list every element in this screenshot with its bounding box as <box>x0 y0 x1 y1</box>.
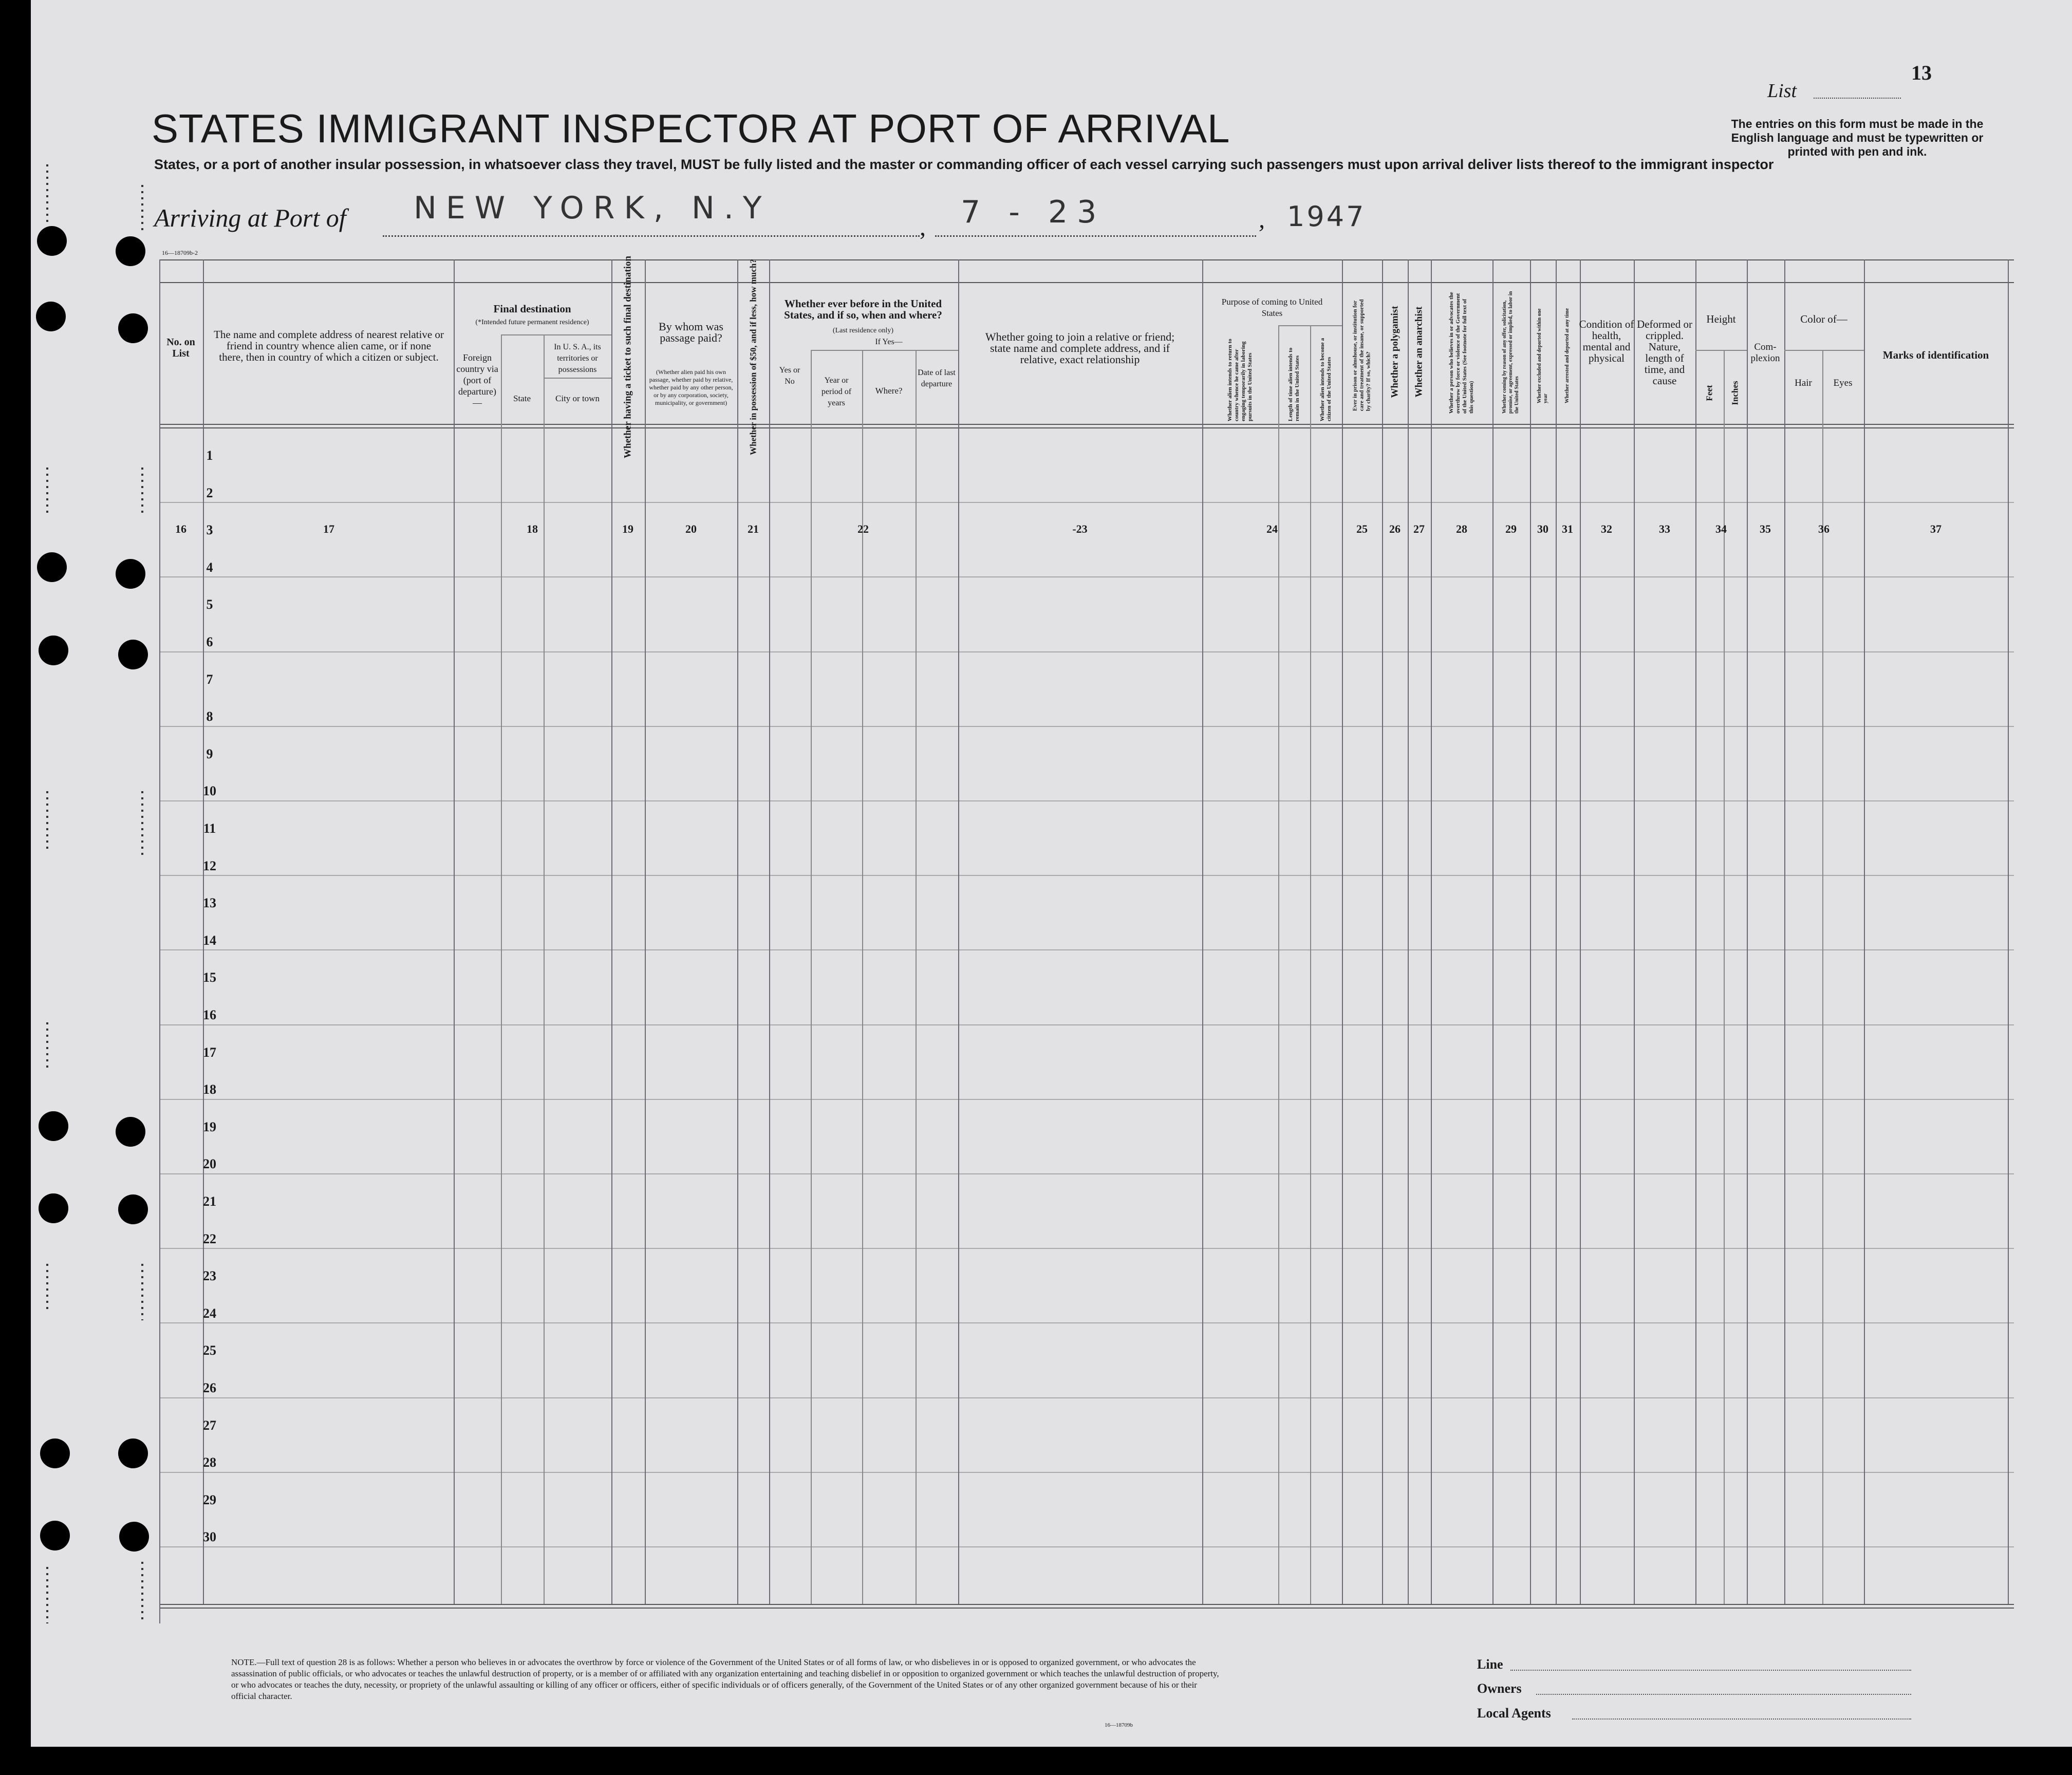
col-22-where: Where? <box>875 386 903 396</box>
col-20-subheader: (Whether alien paid his own passage, whether paid by relative, whether paid by any other person, or by any corporation, society, municipality, or government) <box>649 368 733 406</box>
port-handwritten: NEW YORK, N.Y <box>414 190 771 226</box>
col-31-header: Whether arrested and deported at any time <box>1564 308 1570 403</box>
row-number: 5 <box>206 597 213 612</box>
col-16-header: No. on List <box>166 337 195 359</box>
row-number: 17 <box>203 1044 216 1060</box>
col-27-number: 27 <box>1413 522 1425 535</box>
footnote-q28: NOTE.—Full text of question 28 is as follows: Whether a person who believes in or advocates the overthrow by force or violence of the Government of the United States or of all forms of law, or who disbelieves in or is opposed to organized government, or who advocates the assassination of public officials, or who advocates or teaches the unlawful destruction of property, or is a member of or affiliated with any organization entertaining and teaching disbelief in or opposition to organized government or which teaches the unlawful destruction of property, or who advocates or teaches the duty, necessity, or propriety of the unlawful assaulting or killing of any officer or officers, either of specific individuals or of officers generally, of the Government of the United States or of any other organized government because of his or their official character. <box>231 1657 1219 1701</box>
punch-hole <box>116 236 145 266</box>
agents-signature-line <box>1572 1718 1911 1720</box>
row-rule <box>159 726 2014 727</box>
col-22-yesno: Yes or No <box>779 366 800 386</box>
col-27-header: Whether an anarchist <box>1413 306 1425 398</box>
col-16-number: 16 <box>175 522 186 535</box>
row-number: 4 <box>206 559 213 575</box>
row-number: 7 <box>206 671 213 687</box>
col-37-number: 37 <box>1930 522 1942 535</box>
row-rule <box>159 1322 2014 1323</box>
col-24-length-stay: Length of time alien intends to remain in the United States <box>1287 347 1300 421</box>
row-rule <box>159 1248 2014 1249</box>
row-number: 27 <box>203 1417 216 1433</box>
col-22-subheader: (Last residence only) <box>832 327 894 334</box>
col-34-feet: Feet <box>1704 385 1714 401</box>
margin-mark <box>46 1022 48 1069</box>
margin-mark <box>46 791 48 853</box>
manifest-sheet <box>31 0 2072 1747</box>
row-number: 24 <box>203 1305 216 1321</box>
row-number: 14 <box>203 932 216 948</box>
row-rule <box>159 1173 2014 1174</box>
list-label: List <box>1767 80 1797 102</box>
punch-hole <box>39 1111 68 1141</box>
form-code: 16—18709b-2 <box>162 249 198 256</box>
row-rule <box>159 651 2014 652</box>
list-number-line <box>1814 98 1901 99</box>
arriving-label: Arriving at Port of <box>154 203 346 232</box>
col-22-ifyes: If Yes— <box>875 338 903 346</box>
year-prefix: , <box>1259 206 1265 233</box>
col-33-header: Deformed or crippled. Nature, length of time, and cause <box>1637 318 1692 387</box>
col-18-header: Final destination <box>493 303 571 315</box>
col-34-inches: Inches <box>1730 381 1740 405</box>
punch-hole <box>119 1522 149 1552</box>
col-36-eyes: Eyes <box>1833 378 1853 388</box>
page-title: STATES IMMIGRANT INSPECTOR AT PORT OF ARRIVAL <box>152 106 1230 151</box>
col-21-header: Whether in possession of $50, and if less, how much? <box>748 259 758 455</box>
col-36-number: 36 <box>1818 522 1830 535</box>
port-line <box>383 235 920 237</box>
punch-hole <box>36 302 66 331</box>
col-22-date: Date of last departure <box>918 368 956 388</box>
row-number: 13 <box>203 895 216 911</box>
col-34-number: 34 <box>1715 522 1727 535</box>
punch-hole <box>37 226 67 256</box>
col-21-number: 21 <box>748 522 759 535</box>
row-number: 25 <box>203 1343 216 1358</box>
row-number: 3 <box>206 522 213 538</box>
owners-label: Owners <box>1477 1681 1522 1696</box>
col-29-header: Whether coming by reason of any offer, solicitation, promise, or agreement, expressed or implied, to labor in the United States <box>1502 291 1520 414</box>
col-19-header: Whether having a ticket to such final destination <box>622 256 633 458</box>
margin-mark <box>141 1562 143 1623</box>
col-25-header: Ever in prison or almshouse, or institution for care and treatment of the insane, or supported by charity? If so, which? <box>1352 299 1372 411</box>
row-number: 6 <box>206 634 213 649</box>
row-number: 20 <box>203 1156 216 1172</box>
row-rule <box>159 502 2014 503</box>
col-28-header: Whether a person who believes in or advocates the overthrow by force or violence of the Government of the United States (See footnote for full text of this question) <box>1448 292 1474 414</box>
comma-1: , <box>920 214 926 241</box>
row-rule <box>159 576 2014 577</box>
punch-hole <box>118 1438 148 1468</box>
col-22-number: 22 <box>857 522 869 535</box>
row-number: 2 <box>206 485 213 500</box>
footnote-code: 16—18709b <box>1105 1722 1133 1728</box>
manifest-table <box>159 256 2014 1623</box>
row-number: 9 <box>206 746 213 761</box>
col-32-header: Condition of health, mental and physical <box>1579 318 1634 364</box>
row-rule <box>159 1472 2014 1473</box>
margin-mark <box>141 468 143 514</box>
margin-mark <box>46 1567 48 1623</box>
col-24-citizen: Whether alien intends to become a citizen of the United States <box>1319 338 1332 421</box>
col-29-number: 29 <box>1505 522 1517 535</box>
row-number: 16 <box>203 1007 216 1022</box>
row-number: 12 <box>203 858 216 873</box>
col-22-header: Whether ever before in the United States, and if so, when and where? <box>784 297 942 321</box>
col-18-state: State <box>513 394 531 403</box>
col-20-header: By whom was passage paid? <box>659 320 723 344</box>
row-number: 10 <box>203 783 216 799</box>
margin-mark <box>46 164 48 226</box>
row-number: 8 <box>206 709 213 724</box>
col-28-number: 28 <box>1456 522 1467 535</box>
margin-mark <box>46 468 48 514</box>
col-33-number: 33 <box>1659 522 1670 535</box>
col-35-number: 35 <box>1760 522 1771 535</box>
col-23-header: Whether going to join a relative or friend; state name and complete address, and if relative, exact relationship <box>985 330 1175 366</box>
row-number: 11 <box>203 821 216 836</box>
row-number: 28 <box>203 1455 216 1470</box>
col-26-number: 26 <box>1389 522 1401 535</box>
col-34-header: Height <box>1706 313 1736 325</box>
row-rule <box>159 875 2014 876</box>
col-32-number: 32 <box>1601 522 1612 535</box>
punch-hole <box>118 640 148 669</box>
date-handwritten: 7 - 23 <box>961 194 1106 230</box>
year-handwritten: 1947 <box>1287 200 1366 233</box>
col-19-number: 19 <box>622 522 633 535</box>
punch-hole <box>40 1521 70 1550</box>
row-number: 22 <box>203 1231 216 1246</box>
col-36-hair: Hair <box>1795 378 1812 388</box>
list-number: 13 <box>1911 61 1932 84</box>
form-instructions: The entries on this form must be made in the English language and must be typewritten or printed with pen and ink. <box>1731 117 1984 158</box>
col-36-header: Color of— <box>1800 313 1847 325</box>
punch-hole <box>118 313 148 343</box>
punch-hole <box>39 636 68 665</box>
col-20-number: 20 <box>685 522 697 535</box>
col-17-number: 17 <box>323 522 334 535</box>
row-rule <box>159 1099 2014 1100</box>
col-23-number: -23 <box>1072 522 1088 535</box>
margin-mark <box>141 185 143 231</box>
col-18-city: City or town <box>555 394 600 403</box>
row-number: 15 <box>203 970 216 985</box>
line-signature-line <box>1510 1670 1911 1671</box>
punch-hole <box>118 1194 148 1224</box>
row-number: 18 <box>203 1082 216 1097</box>
row-number: 26 <box>203 1380 216 1395</box>
punch-hole <box>40 1438 70 1468</box>
row-number: 21 <box>203 1194 216 1209</box>
col-18-usa: In U. S. A., its territories or possessions <box>554 343 601 374</box>
col-18-foreign: Foreign country via (port of departure)— <box>456 352 498 408</box>
row-number: 23 <box>203 1268 216 1284</box>
line-label: Line <box>1477 1657 1503 1672</box>
row-rule <box>159 800 2014 801</box>
agents-label: Local Agents <box>1477 1706 1551 1721</box>
form-subheading: States, or a port of another insular possession, in whatsoever class they travel, MUST be fully listed and the master or commanding officer of each vessel carrying such passengers must upon arrival deliver lists thereof to the immigrant inspector <box>154 157 1774 172</box>
margin-mark <box>141 791 143 858</box>
punch-hole <box>37 552 67 582</box>
col-26-header: Whether a polygamist <box>1389 306 1401 398</box>
punch-hole <box>39 1193 68 1223</box>
row-rule <box>159 949 2014 950</box>
row-rule <box>159 1397 2014 1398</box>
row-rule <box>159 1546 2014 1547</box>
punch-hole <box>116 559 145 589</box>
col-24-intent-return: Whether alien intends to return to country whence he came after engaging temporarily in laboring pursuits in the United States <box>1227 339 1253 421</box>
margin-mark <box>141 1264 143 1320</box>
col-30-header: Whether excluded and deported within one year <box>1537 308 1548 403</box>
row-number: 29 <box>203 1492 216 1507</box>
margin-mark <box>46 1264 48 1310</box>
col-30-number: 30 <box>1537 522 1548 535</box>
col-37-header: Marks of identification <box>1882 349 1989 361</box>
date-line <box>935 235 1256 237</box>
col-24-header: Purpose of coming to United States <box>1221 297 1323 318</box>
punch-hole <box>116 1117 145 1147</box>
row-number: 30 <box>203 1529 216 1545</box>
row-rule <box>159 1024 2014 1025</box>
col-22-years: Year or period of years <box>821 376 852 407</box>
col-18-number: 18 <box>527 522 538 535</box>
col-24-number: 24 <box>1266 522 1278 535</box>
row-number: 1 <box>206 448 213 463</box>
col-17-header: The name and complete address of nearest relative or friend in country whence alien came, or if none there, then in country of which a citizen or subject. <box>214 328 444 363</box>
col-31-number: 31 <box>1562 522 1573 535</box>
col-35-header: Com-plexion <box>1750 342 1780 364</box>
col-18-subheader: (*Intended future permanent residence) <box>475 319 589 326</box>
col-25-number: 25 <box>1356 522 1368 535</box>
row-number: 19 <box>203 1119 216 1134</box>
owners-signature-line <box>1536 1694 1911 1695</box>
